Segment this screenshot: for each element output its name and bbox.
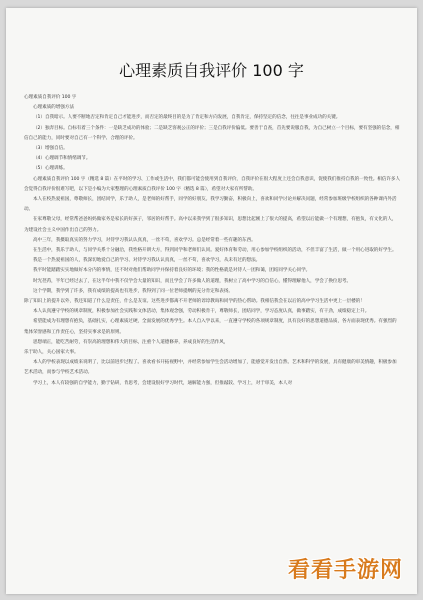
paragraph: 思想端正，能吃苦耐劳，有崇高的理想和伟大的目标，注重个人道德修养，养成良好的生活作风， bbox=[33, 339, 229, 345]
site-watermark: 看看手游网 bbox=[287, 558, 403, 583]
document-title: 心理素质自我评价 100 字 bbox=[119, 61, 304, 80]
paragraph: 时光荏苒，半年已经过去了，在这半年中我不仅学会大量的知识，而且学会了许多做人的道理，我树立了高中学习的自信心，懂得理解他人，学会了换位思考。 bbox=[33, 278, 352, 284]
paragraph: 在生活中，我乐于助人，与同学关系十分融洽，我性格开朗大方，得到同学和老师们认同。爱好体育和劳动，用心参加学校组织的活动，不但丰富了生活，做一个用心进取的好学生。 bbox=[33, 248, 397, 254]
paragraph: （3）增强自信。 bbox=[33, 146, 68, 152]
paragraph: 乐于助人，关心国家大事。 bbox=[24, 350, 79, 356]
paragraph: 高中三年，我摄取真实的努力学习，对待学习我认认真真，一丝不苟，喜欢学习。总是经常着一些有趣的东西。 bbox=[33, 237, 256, 243]
paragraph: （1）自我暗示。人要不断地否定和肯定自己才能进步，而否定的最终目的是为了肯定和方向发展，自我肯定，保持坚定的信念，往往是事业成功的关键。 bbox=[33, 115, 341, 121]
document-page bbox=[6, 8, 417, 594]
document-body bbox=[24, 93, 401, 389]
paragraph: （2）独奔目标。自标有着三个条件：一是缺乏成功的体验；二是缺乏客观公正的评价；三是自我评价偏低。要善于自查，首先要说服自我，为自己树立一个目标，要有坚强的信念，相信自己的能力，同时要对自己有一个科学、合理的评价。 bbox=[24, 125, 400, 141]
paragraph: 心理素质自我评价 100 字 bbox=[24, 95, 77, 100]
paragraph: 我平时能踏踏实实地做好本分内的事情，还不时对他们帮助同学并保持着良好的环境；我的性格就是对待人一团和蔼，团结同学关心同学。 bbox=[33, 268, 311, 274]
paragraph: 本人认真遵守学校的规章制度，积极参加社会实践和文体活动，集体观念强，劳动积极肯干，尊敬师长，团结同学，学习态度认真，做事踏实，有干劲，成绩稳定上升。 bbox=[33, 309, 370, 315]
paragraph: 心理素质的增强方法 bbox=[33, 105, 74, 111]
paragraph: 学习上，本人有较强的自学能力，勤于钻研，肯思考，会建设很好学习时代，通解能力强，但推敲较、学习上，对于审美，本人对 bbox=[33, 380, 293, 386]
paragraph: （5）心理训练。 bbox=[33, 166, 68, 172]
paragraph: 除了知识上的提升以外，我还知道了什么是责任，什么是友谊。这些进步都离不开老师的谆谆教诲和同学的热心帮助。我相信我会在以后的高中学习生活中更上一层楼的！ bbox=[24, 299, 365, 305]
paragraph: （4）心理调节和情绪调节。 bbox=[33, 156, 91, 162]
paragraph: 在家尊敬父母，经常帮爸爸妈妈做家务是家长的好孩子，邻居的好帮手。高中以来我学到了很多知识，思想比起刚上了很大的提高，希望以后能做一个有理想，有抱负，有文化的人，为建设社会主义中国作出自己的努力。 bbox=[24, 217, 397, 233]
paragraph: 本人的学校表现以成绩来说明了，比以前进步过程了。喜欢看书开拓视野中，并经常参加学生会活动增加了，能感觉开发出自然、艺术和科学的发展，具有健康的审美情趣，积极参加艺术活动，而参与学校艺术活动。 bbox=[24, 360, 397, 376]
paragraph: 希望能成为有理想有抱负，基础扎实，心理素质过硬，全面发展的优秀学生。本人自入学以来，一直遵守学校的各项规章制度，具有良好的思想道德品质，各方面表现优秀。有强烈的集体荣誉感和工作责任心，坚持实事求是的原则。 bbox=[24, 319, 397, 335]
paragraph: 心理素质自我评价 100 字（精选 8 篇）在平时的学习、工作或生活中，我们都可能会使用到自我评价，自我评价在很大程度上还会自我意识，促使我们推持自我的一致性。相信许多人会觉得自我评价很难写吧，以下是小编为大家整理的心理素质自我评价 100 字（精选 8 篇），希望对大家有所帮助。 bbox=[24, 176, 401, 192]
paragraph: 这个学期，我学到了许多，我有成绩的提高也有进步，我得到了同一位老师提纲的充分肯定和表扬。 bbox=[33, 288, 233, 294]
paragraph: 我是一个热爱祖国的人，我深切地爱自己的学习、对待学习我认认真真，一丝不苟，喜欢学习，从未有过的想法。 bbox=[33, 258, 261, 264]
paragraph: 本人在校热爱祖国，尊敬师长，团结同学，乐于助人，是老师的好帮手，同学的好朋友。我学习勤奋，积极向上，喜欢和同学讨论并解决问题，经常参加班级学校组织的各种课内外活动。 bbox=[24, 197, 397, 213]
